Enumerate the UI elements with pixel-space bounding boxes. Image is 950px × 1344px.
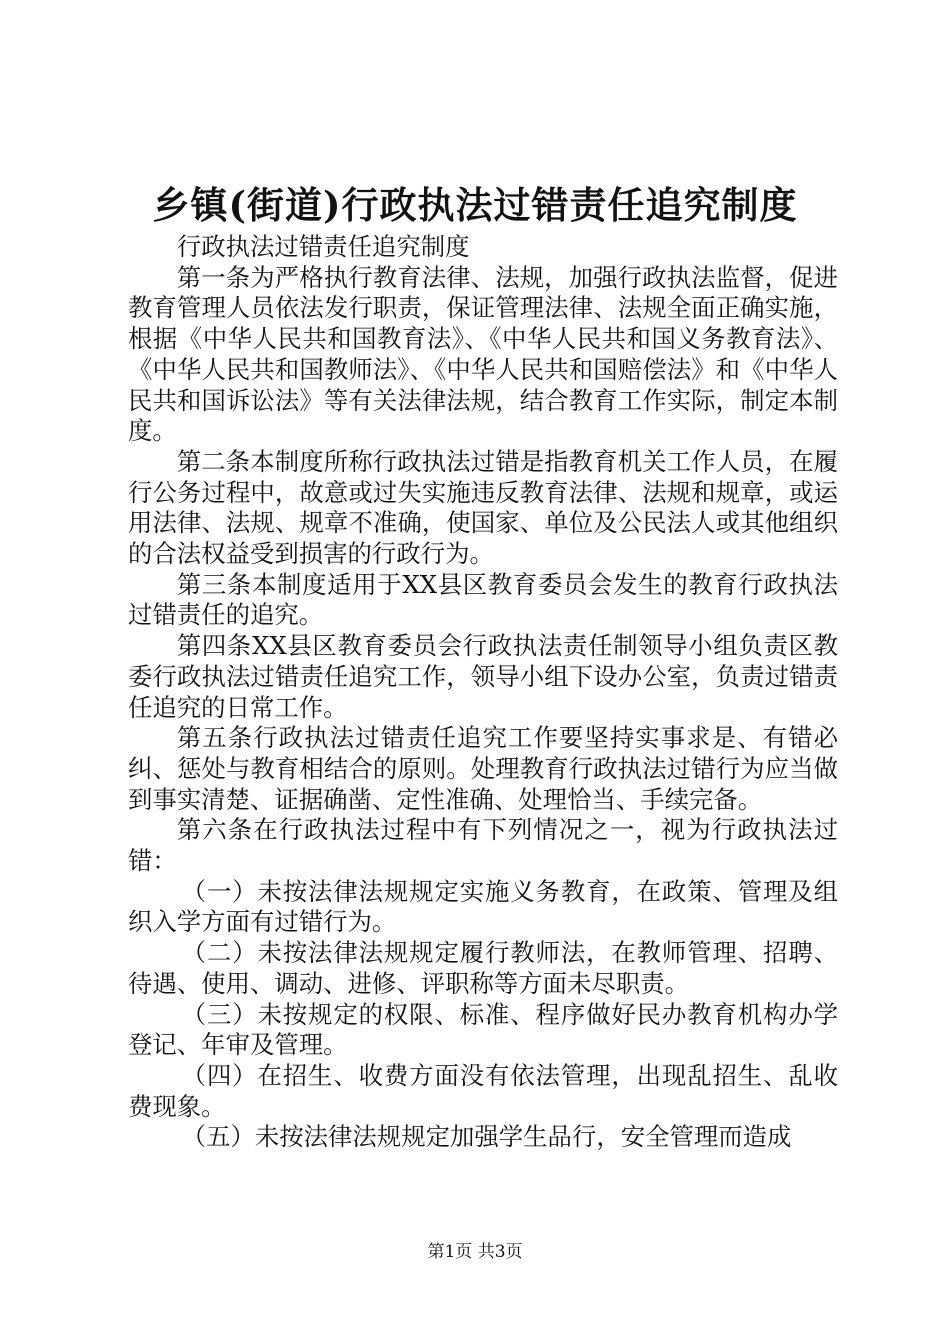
paragraph-article-5: 第五条行政执法过错责任追究工作要坚持实事求是、有错必纠、惩处与教育相结合的原则。处理教育行政执法过错行为应当做到事实清楚、证据确凿、定性准确、处理恰当、手续完备。 <box>128 723 838 814</box>
paragraph-article-3: 第三条本制度适用于XX县区教育委员会发生的教育行政执法过错责任的追究。 <box>128 569 838 630</box>
list-item-4: （四）在招生、收费方面没有依法管理，出现乱招生、乱收费现象。 <box>128 1060 838 1121</box>
list-item-1: （一）未按法律法规规定实施义务教育，在政策、管理及组织入学方面有过错行为。 <box>128 876 838 937</box>
paragraph-article-4: 第四条XX县区教育委员会行政执法责任制领导小组负责区教委行政执法过错责任追究工作，领导小组下设办公室，负责过错责任追究的日常工作。 <box>128 631 838 722</box>
document-title: 乡镇(街道)行政执法过错责任追究制度 <box>152 183 798 227</box>
document-body <box>128 232 838 1153</box>
list-item-3: （三）未按规定的权限、标准、程序做好民办教育机构办学登记、年审及管理。 <box>128 999 838 1060</box>
paragraph-article-6: 第六条在行政执法过程中有下列情况之一，视为行政执法过错： <box>128 815 838 876</box>
page-footer: 第1页 共3页 <box>427 1242 523 1262</box>
list-item-5: （五）未按法律法规规定加强学生品行，安全管理而造成 <box>181 1122 792 1152</box>
paragraph-article-2: 第二条本制度所称行政执法过错是指教育机关工作人员，在履行公务过程中，故意或过失实施违反教育法律、法规和规章，或运用法律、法规、规章不准确，使国家、单位及公民法人或其他组织的合法权益受到损害的行政行为。 <box>128 446 838 569</box>
paragraph-article-1: 第一条为严格执行教育法律、法规，加强行政执法监督，促进教育管理人员依法发行职责，保证管理法律、法规全面正确实施，根据《中华人民共和国教育法》、《中华人民共和国义务教育法》、《中华人民共和国教师法》、《中华人民共和国赔偿法》和《中华人民共和国诉讼法》等有关法律法规，结合教育工作实际，制定本制度。 <box>128 262 838 446</box>
paragraph-subtitle: 行政执法过错责任追究制度 <box>176 232 470 261</box>
list-item-2: （二）未按法律法规规定履行教师法，在教师管理、招聘、待遇、使用、调动、进修、评职称等方面未尽职责。 <box>128 938 838 998</box>
